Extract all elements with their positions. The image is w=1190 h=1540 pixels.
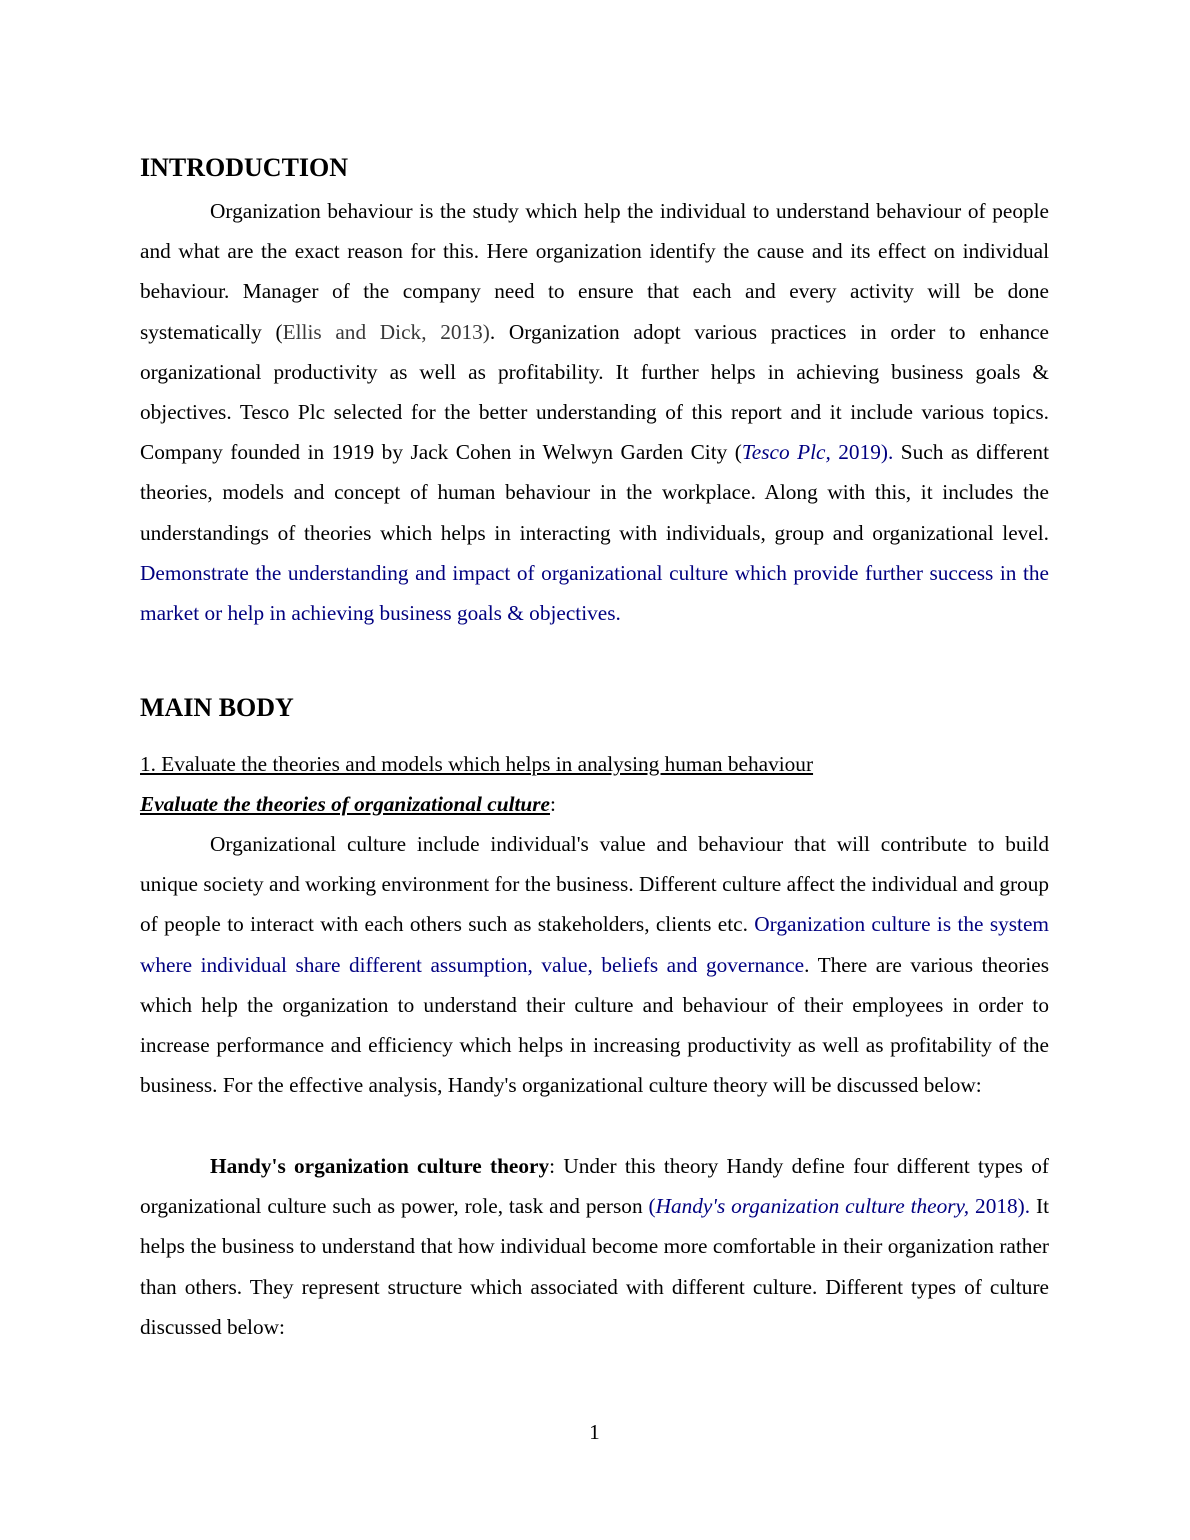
culture-text-1: Organizational culture include individual's value and behaviour that will contribute to build unique society and working environment for the business. Different culture affect the individual and group of people to interact with each others such as stakeholders, clients etc.: [140, 832, 1049, 937]
citation-tesco-year: 2019).: [830, 440, 894, 465]
document-page: [140, 0, 1049, 1540]
intro-text-3: Such as different theories, models and concept of human behaviour in the workplace. Along with this, it includes the understandings of theories which helps in interacting with individuals, group and organizational level.: [140, 440, 1049, 545]
handy-theory-title: Handy's organization culture theory: [210, 1154, 550, 1178]
intro-text-2: . Organization adopt various practices in order to enhance organizational productivity as well as profitability. It further helps in achieving business goals & objectives. Tesco Plc selected for the better understanding of this report and it include various topics. Company founded in 1919 by Jack Cohen in Welwyn Garden City (: [140, 319, 1049, 465]
handy-text-1: : Under this theory Handy define four different types of organizational culture such as power, role, task and person: [140, 1154, 1049, 1219]
handy-text-2: It helps the business to understand that how individual become more comfortable in their organization rather than others. They represent structure which associated with different culture. Different types of culture discussed below:: [140, 1194, 1049, 1339]
handy-citation-year: 2018).: [969, 1194, 1031, 1219]
organizational-culture-paragraph: [140, 824, 1049, 1105]
intro-text-1: Organization behaviour is the study which help the individual to understand behaviour of people and what are the exact reason for this. Here organization identify the cause and its effect on individual behaviour. Manager of the company need to ensure that each and every activity will be done systematically (: [140, 199, 1049, 344]
theories-subheading-text: Evaluate the theories of organizational culture: [140, 792, 551, 816]
handy-citation-italic: Handy's organization culture theory,: [655, 1194, 970, 1219]
theories-subheading: [140, 789, 556, 819]
handy-theory-paragraph: [140, 1146, 1049, 1347]
page-number: 1: [589, 1420, 600, 1444]
culture-text-highlight: Organization culture is the system where individual share different assumption, value, beliefs and governance: [140, 912, 1049, 977]
introduction-paragraph: [140, 191, 1049, 633]
citation-tesco-italic: Tesco Plc,: [741, 440, 831, 465]
handy-citation-open: (: [648, 1194, 656, 1219]
citation-ellis-dick: Ellis and Dick, 2013): [282, 319, 490, 344]
culture-text-2: . There are various theories which help the organization to understand their culture and behaviour of their employees in order to increase performance and efficiency which helps in increasing productivity as well as profitability of the business. For the effective analysis, Handy's organizational culture theory will be discussed below:: [140, 952, 1050, 1098]
introduction-heading: INTRODUCTION: [140, 153, 349, 182]
section-1-title: 1. Evaluate the theories and models which helps in analysing human behaviour: [140, 752, 814, 776]
intro-text-highlight: Demonstrate the understanding and impact of organizational culture which provide further success in the market or help in achieving business goals & objectives.: [140, 560, 1049, 626]
main-body-heading: MAIN BODY: [140, 693, 294, 722]
theories-subheading-colon: :: [550, 792, 556, 816]
